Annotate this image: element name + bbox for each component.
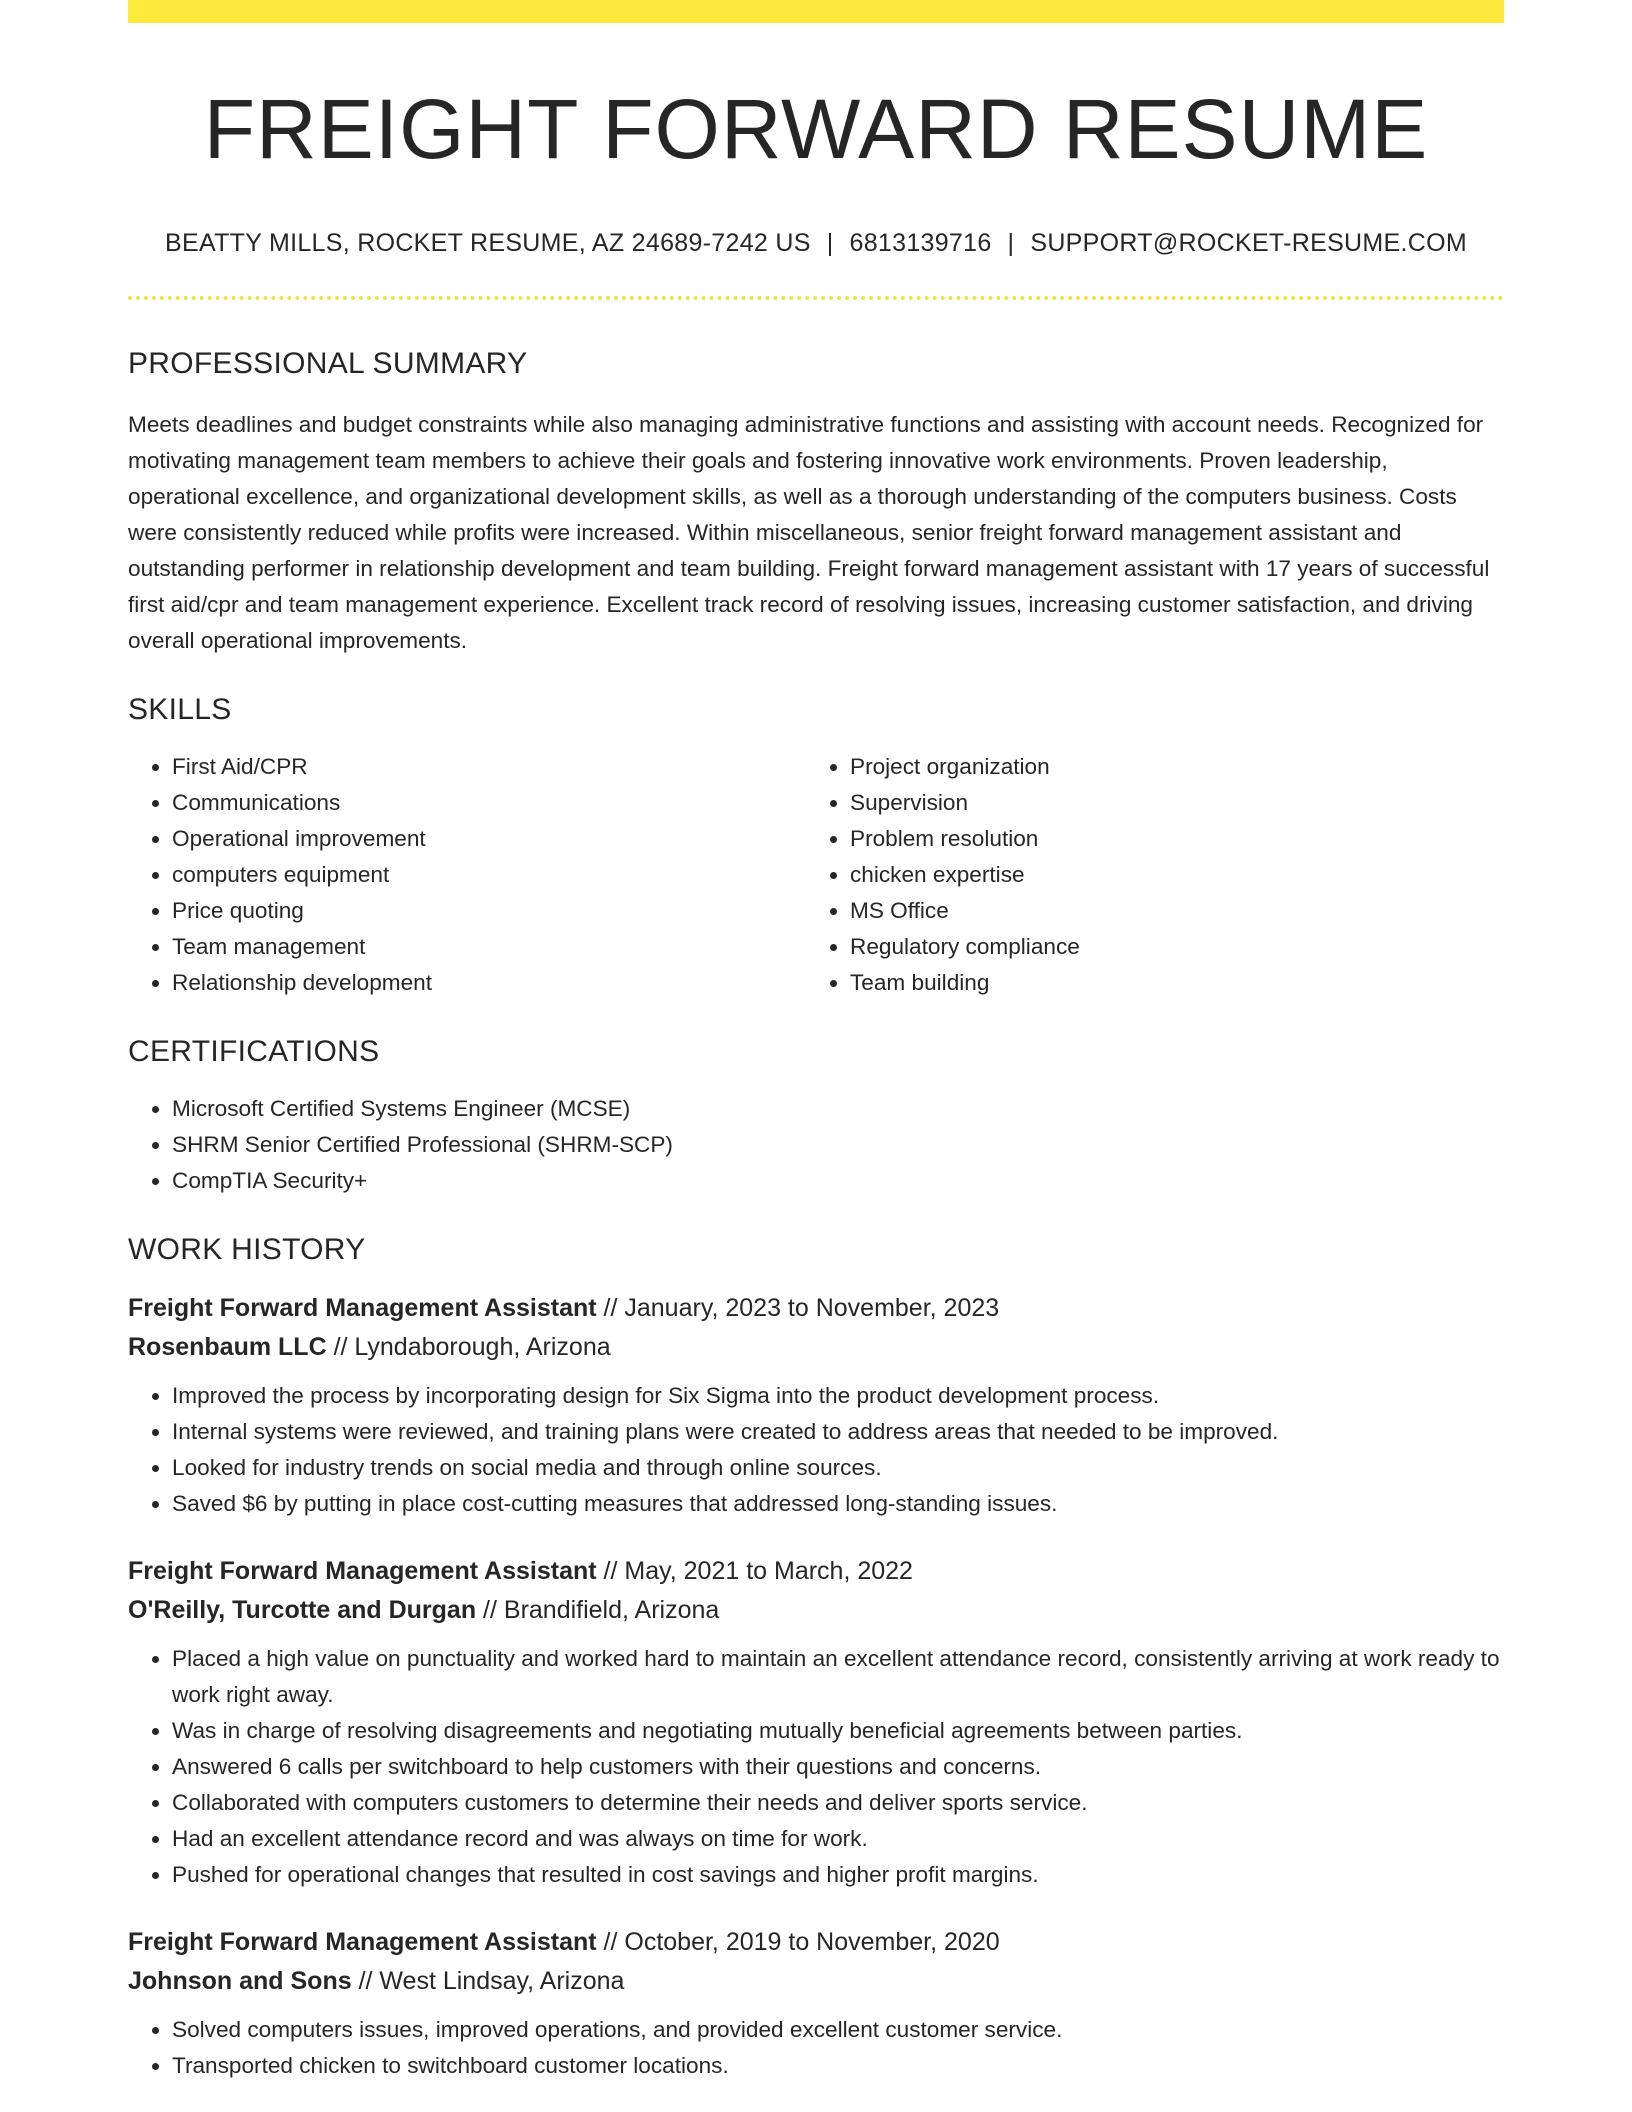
job-bullets [128,1378,1504,1522]
job-bullet: • Solved computers issues, improved operations, and provided excellent customer service. [172,2012,1504,2048]
skill-item: • Relationship development [172,965,806,1001]
job-bullet: • Saved $6 by putting in place cost-cutting measures that addressed long-standing issues. [172,1486,1504,1522]
job-bullet: • Internal systems were reviewed, and training plans were created to address areas that needed to be improved. [172,1414,1504,1450]
skill-item: • Communications [172,785,806,821]
job-title: Freight Forward Management Assistant [128,1294,597,1323]
job-bullet: • Was in charge of resolving disagreements and negotiating mutually beneficial agreements between parties. [172,1713,1504,1749]
job-bullet: • Placed a high value on punctuality and worked hard to maintain an excellent attendance record, consistently arriving at work ready to work right away. [172,1641,1504,1713]
skill-item: • Team management [172,929,806,965]
job-title-line [128,1289,1504,1328]
job-entry [128,1289,1504,1522]
certifications-heading: CERTIFICATIONS [128,1035,380,1069]
job-location: // West Lindsay, Arizona [351,1967,625,1996]
job-dates: // January, 2023 to November, 2023 [596,1294,1000,1323]
resume-title: FREIGHT FORWARD RESUME [203,82,1429,176]
contact-separator: | [826,229,834,258]
work-history-heading: WORK HISTORY [128,1233,366,1267]
dotted-divider [128,296,1504,300]
job-title: Freight Forward Management Assistant [128,1928,597,1957]
skill-item: • computers equipment [172,857,806,893]
certifications-list [128,1091,1504,1199]
job-bullet: • Collaborated with computers customers to determine their needs and deliver sports service. [172,1785,1504,1821]
job-dates: // October, 2019 to November, 2020 [596,1928,1000,1957]
job-bullets [128,1641,1504,1893]
contact-email[interactable]: SUPPORT@ROCKET-RESUME.COM [1030,229,1467,258]
contact-separator: | [1007,229,1015,258]
summary-text: Meets deadlines and budget constraints while also managing administrative functions and assisting with account needs. Recognized for motivating management team members to achieve their goals and fostering innovative work environments. Proven leadership, operational excellence, and organizational development skills, as well as a thorough understanding of the computers business. Costs were consistently reduced while profits were increased. Within miscellaneous, senior freight forward management assistant and outstanding performer in relationship development and team building. Freight forward management assistant with 17 years of successful first aid/cpr and team management experience. Excellent track record of resolving issues, increasing customer satisfaction, and driving overall operational improvements. [128,412,1490,654]
resume-page [128,0,1504,2084]
job-title-line [128,1552,1504,1591]
job-bullet: • Answered 6 calls per switchboard to help customers with their questions and concerns. [172,1749,1504,1785]
job-company-line [128,1328,1504,1367]
job-bullet: • Transported chicken to switchboard customer locations. [172,2048,1504,2084]
job-bullets [128,2012,1504,2084]
contact-phone[interactable]: 6813139716 [849,229,992,258]
contact-address: BEATTY MILLS, ROCKET RESUME, AZ 24689-7242 US [165,229,811,258]
job-location: // Lyndaborough, Arizona [326,1333,611,1362]
skills-column-left [128,749,806,1001]
skill-item: • Problem resolution [850,821,1484,857]
job-company-line [128,1591,1504,1630]
skill-item: • Team building [850,965,1484,1001]
job-company: O'Reilly, Turcotte and Durgan [128,1596,477,1625]
skill-item: • Project organization [850,749,1484,785]
certification-item: • CompTIA Security+ [172,1163,1504,1199]
skill-item: • Supervision [850,785,1484,821]
job-company-line [128,1962,1504,2001]
skill-item: • First Aid/CPR [172,749,806,785]
job-title: Freight Forward Management Assistant [128,1557,597,1586]
job-company: Rosenbaum LLC [128,1333,327,1362]
skill-item: • Regulatory compliance [850,929,1484,965]
job-title-line [128,1923,1504,1962]
job-bullet: • Improved the process by incorporating design for Six Sigma into the product development process. [172,1378,1504,1414]
certification-item: • Microsoft Certified Systems Engineer (MCSE) [172,1091,1504,1127]
skill-item: • chicken expertise [850,857,1484,893]
job-bullet: • Pushed for operational changes that resulted in cost savings and higher profit margins. [172,1857,1504,1893]
job-company: Johnson and Sons [128,1967,352,1996]
job-bullet: • Looked for industry trends on social media and through online sources. [172,1450,1504,1486]
skill-item: • Price quoting [172,893,806,929]
job-dates: // May, 2021 to March, 2022 [596,1557,913,1586]
job-entry [128,1552,1504,1893]
job-location: // Brandifield, Arizona [476,1596,720,1625]
summary-heading: PROFESSIONAL SUMMARY [128,347,528,381]
skills-list [128,749,1504,1001]
skill-item: • Operational improvement [172,821,806,857]
job-bullet: • Had an excellent attendance record and was always on time for work. [172,1821,1504,1857]
job-entry [128,1923,1504,2084]
skills-heading: SKILLS [128,693,232,727]
certification-item: • SHRM Senior Certified Professional (SHRM-SCP) [172,1127,1504,1163]
skill-item: • MS Office [850,893,1484,929]
skills-column-right [806,749,1484,1001]
contact-line [128,229,1504,258]
top-accent-bar [128,0,1504,23]
